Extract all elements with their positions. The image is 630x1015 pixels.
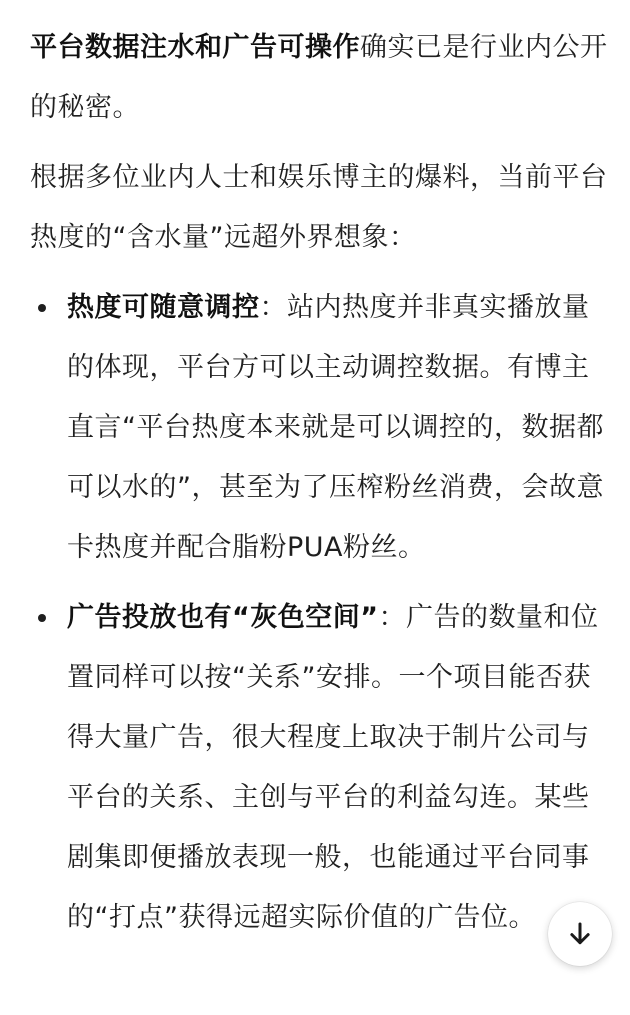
bullet-dot <box>38 304 46 312</box>
list-item-text: ：广告的数量和位置同样可以按“关系”安排。一个项目能否获得大量广告，很大程度上取决于制片公司与平台的关系、主创与平台的利益勾连。某些剧集即便播放表现一般，也能通过平台同事的“打点”获得远超实际价值的广告位。 <box>67 602 599 933</box>
list-item <box>30 588 615 948</box>
list-item-text: ：站内热度并非真实播放量的体现，平台方可以主动调控数据。有博主直言“平台热度本来就是可以调控的，数据都可以水的”，甚至为了压榨粉丝消费，会故意卡热度并配合脂粉PUA粉丝。 <box>67 292 604 563</box>
paragraph-context-text: 根据多位业内人士和娱乐博主的爆料，当前平台热度的“含水量”远超外界想象： <box>30 162 608 253</box>
paragraph-context <box>30 148 615 268</box>
bullet-list <box>30 278 615 948</box>
list-item-bold: 广告投放也有“灰色空间” <box>67 602 379 633</box>
chat-message-content <box>30 18 615 958</box>
paragraph-intro-bold: 平台数据注水和广告可操作 <box>30 32 360 63</box>
list-item <box>30 278 615 578</box>
list-item-bold: 热度可随意调控 <box>67 292 260 323</box>
bullet-dot <box>38 614 46 622</box>
paragraph-intro-text: 确实已是行业内公开的秘密。 <box>30 32 608 123</box>
arrow-down-icon <box>565 919 595 949</box>
scroll-to-bottom-button[interactable] <box>548 902 612 966</box>
paragraph-intro <box>30 18 615 138</box>
